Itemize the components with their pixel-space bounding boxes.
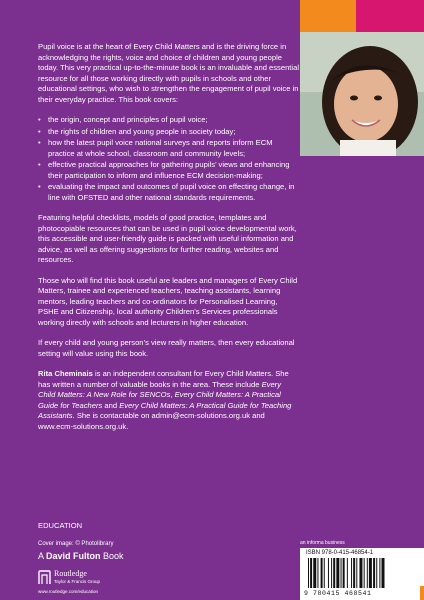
back-cover-text <box>38 42 300 442</box>
routledge-logo <box>38 568 138 596</box>
cover-photo <box>300 32 424 156</box>
pink-block <box>356 0 424 32</box>
logo-subtitle: Taylor & Francis Group <box>54 579 101 584</box>
coverage-item: • the origin, concept and principles of pupil voice; <box>38 115 300 126</box>
book-title: Every Child Matters: A New Role for SENCOs <box>38 379 282 399</box>
barcode-bar <box>367 558 368 588</box>
publisher-prefix: A <box>38 551 47 561</box>
barcode-image <box>306 558 418 590</box>
barcode-bar <box>328 558 329 588</box>
coverage-item: • effective practical approaches for gathering pupils’ views and enhancing their participation to inform and influence ECM decision-making; <box>38 160 300 181</box>
coverage-list <box>38 115 300 203</box>
featuring-paragraph: Featuring helpful checklists, models of good practice, templates and photocopiable resources that can be used in pupil voice developmental work, this accessible and user-friendly guide is packed with useful information and advice, as well as offering suggestions for further reading, websites and resources. <box>38 213 297 264</box>
barcode-bar <box>353 558 355 588</box>
barcode-bar <box>347 558 348 588</box>
author-name: Rita Cheminais <box>38 369 93 378</box>
barcode-bar <box>364 558 365 588</box>
isbn-label: ISBN 978-0-415-46854-1 <box>306 550 374 556</box>
corner-strip <box>420 586 424 600</box>
girl-portrait-image <box>300 32 424 156</box>
logo-name: Routledge <box>54 569 87 578</box>
barcode-bar <box>369 558 372 588</box>
publisher-line <box>38 551 124 561</box>
author-bio-text: is an independent consultant for Every Child Matters. She has written a number of valuable books in the area. These include <box>38 369 289 389</box>
barcode-bar <box>331 558 332 588</box>
author-contact-text: . She is contactable on admin@ecm-solutions.org.uk and www.ecm-solutions.org.uk. <box>38 411 265 431</box>
publisher-suffix: Book <box>100 551 124 561</box>
routledge-logo-icon <box>38 570 51 585</box>
book-title: Every Child Matters: A Practical Guide for Teaching Assistants <box>38 400 292 420</box>
barcode-bar <box>313 558 316 588</box>
cover-image-credit: Cover image: © Photolibrary <box>38 541 114 547</box>
coverage-item: • the rights of children and young people in society today; <box>38 127 300 138</box>
intro-paragraph: Pupil voice is at the heart of Every Child Matters and is the driving force in acknowledging the rights, voice and choice of children and young people today. This very practical up-to-the-minute book is an invaluable and essential resource for all those working directly with pupils in schools and other educational settings, who wish to strengthen the engagement of pupil voice in their everyday practice. This book covers: <box>38 42 300 104</box>
barcode-bar <box>310 558 312 588</box>
barcode-bar <box>317 558 318 588</box>
barcode-bar <box>379 558 380 588</box>
barcode-bar <box>356 558 357 588</box>
orange-block <box>300 0 356 32</box>
book-title: Every Child Matters: A Practical Guide for Teachers <box>38 390 281 410</box>
barcode-panel <box>300 548 424 600</box>
separator-text: and <box>102 400 120 410</box>
barcode-bar <box>321 558 323 588</box>
barcode-bar <box>382 558 385 588</box>
coverage-item: • evaluating the impact and outcomes of pupil voice on effecting change, in line with OFSTED and other national standards requirements. <box>38 182 300 203</box>
barcode-bar <box>308 558 309 588</box>
author-bio <box>38 369 300 432</box>
publisher-url: www.routledge.com/education <box>38 589 99 594</box>
barcode-bar <box>351 558 352 588</box>
barcode-bar <box>336 558 339 588</box>
barcode-bar <box>341 558 342 588</box>
barcode-bar <box>359 558 362 588</box>
publisher-brand: David Fulton <box>46 551 101 561</box>
color-blocks <box>300 0 424 32</box>
barcode-bar <box>343 558 345 588</box>
coverage-item: • how the latest pupil voice national surveys and reports inform ECM practice at whole school, classroom and community levels; <box>38 138 300 159</box>
category-label: EDUCATION <box>38 521 83 530</box>
barcode-bar <box>376 558 377 588</box>
audience-paragraph: Those who will find this book useful are leaders and managers of Every Child Matters, trainee and experienced teachers, teaching assistants, learning mentors, leading teachers and co-ordinators for Personalised Learning, PSHE and Citizenship, local authority Children’s Services professionals working directly with schools and lecturers in higher education. <box>38 275 298 327</box>
closing-paragraph: If every child and young person’s view really matters, then every educational setting will value using this book. <box>38 338 295 358</box>
separator-text: , <box>170 390 175 399</box>
barcode-bar <box>324 558 325 588</box>
barcode-bar <box>333 558 335 588</box>
informa-label: an informa business <box>300 540 345 546</box>
barcode-digits: 9 780415 468541 <box>304 590 372 597</box>
barcode-bar <box>373 558 375 588</box>
